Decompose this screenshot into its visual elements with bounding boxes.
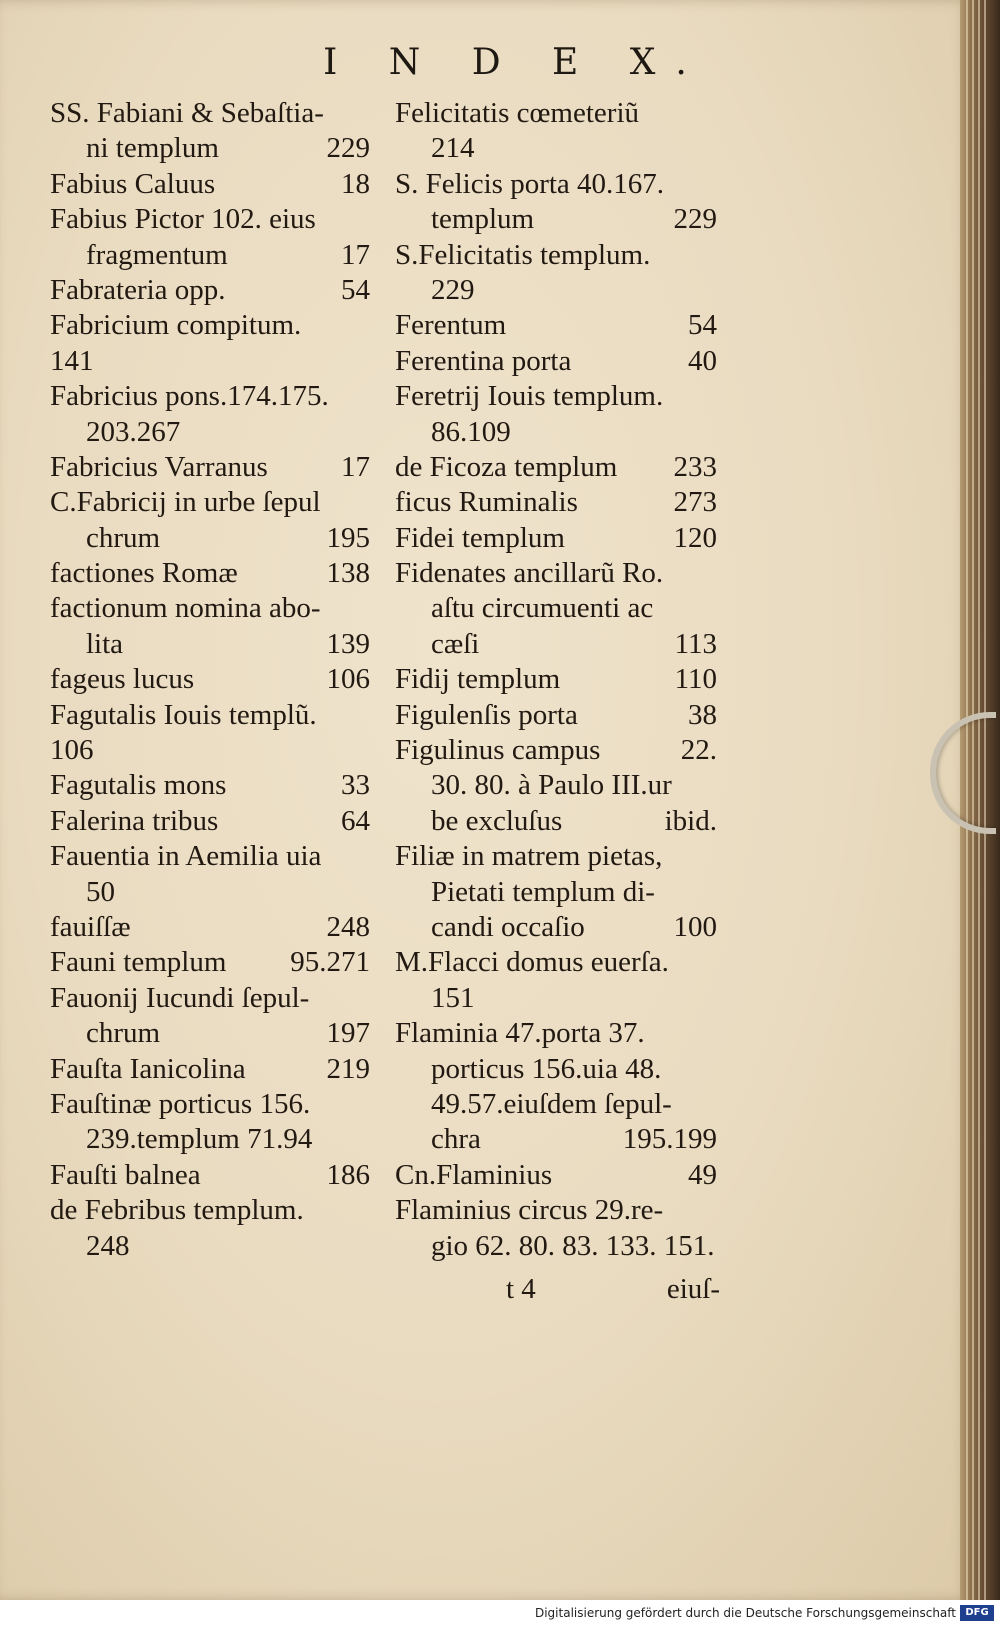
index-entry: [50, 627, 370, 662]
entry-text: Fauonij Iucundi ſepul-: [50, 981, 310, 1014]
index-entry: [395, 485, 717, 520]
entry-page: 195: [326, 521, 370, 554]
entry-text: Fabrateria opp.: [50, 273, 226, 306]
entry-text: Figulenſis porta: [395, 698, 578, 731]
entry-text: Fabricius pons.174.175.: [50, 380, 329, 413]
index-entry: [395, 1229, 717, 1264]
index-column-left: [50, 96, 370, 1264]
index-entry: [50, 556, 370, 591]
entry-page: ibid.: [664, 804, 717, 837]
entry-text: templum: [431, 203, 535, 236]
entry-text: Filiæ in matrem pietas,: [395, 840, 663, 873]
index-entry: [50, 1158, 370, 1193]
entry-text: S. Felicis porta 40.167.: [395, 167, 665, 200]
entry-text: candi occaſio: [431, 910, 585, 943]
entry-page: 22.: [680, 734, 717, 767]
index-entry: [50, 344, 370, 379]
entry-text: Figulinus campus: [395, 734, 601, 767]
entry-page: 197: [326, 1017, 370, 1050]
entry-page: 17: [341, 238, 370, 271]
index-entry: [395, 344, 717, 379]
index-entry: [395, 96, 717, 131]
index-entry: [50, 1052, 370, 1087]
index-entry: [50, 1229, 370, 1264]
entry-page: 273: [673, 486, 717, 519]
index-entry: [395, 556, 717, 591]
index-entry: [395, 273, 717, 308]
index-entry: [395, 450, 717, 485]
entry-text: factionum nomina abo-: [50, 592, 321, 625]
entry-page: 38: [688, 698, 717, 731]
index-entry: [395, 627, 717, 662]
index-entry: [50, 1087, 370, 1122]
index-entry: [50, 591, 370, 626]
entry-text: 30. 80. à Paulo III.ur: [431, 769, 672, 802]
index-entry: [50, 202, 370, 237]
entry-text: Fauentia in Aemilia uia: [50, 840, 322, 873]
entry-page: 229: [673, 203, 717, 236]
entry-text: 141: [50, 344, 94, 377]
index-entry: [395, 662, 717, 697]
index-entry: [50, 804, 370, 839]
entry-text: Fabius Caluus: [50, 167, 216, 200]
entry-page: 64: [341, 804, 370, 837]
entry-text: fragmentum: [86, 238, 228, 271]
entry-page: 219: [326, 1052, 370, 1085]
index-entry: [50, 521, 370, 556]
index-entry: [395, 981, 717, 1016]
index-entry: [50, 238, 370, 273]
entry-text: de Febribus templum.: [50, 1194, 304, 1227]
entry-text: Feretrij Iouis templum.: [395, 380, 664, 413]
entry-page: 229: [326, 132, 370, 165]
index-entry: [50, 733, 370, 768]
entry-text: Pietati templum di-: [431, 875, 655, 908]
index-entry: [395, 945, 717, 980]
index-entry: [50, 450, 370, 485]
index-entry: [50, 1122, 370, 1157]
entry-page: 233: [673, 450, 717, 483]
entry-text: be excluſus: [431, 804, 563, 837]
entry-text: Flaminius circus 29.re-: [395, 1194, 664, 1227]
entry-text: Felicitatis cœmeteriũ: [395, 97, 640, 129]
entry-text: Fidij templum: [395, 663, 561, 696]
index-entry: [50, 485, 370, 520]
entry-text: 151: [431, 981, 475, 1014]
entry-page: 100: [673, 910, 717, 943]
entry-text: chrum: [86, 521, 161, 554]
entry-text: Fagutalis Iouis templũ.: [50, 698, 317, 731]
index-entry: [395, 698, 717, 733]
index-entry: [395, 839, 717, 874]
index-entry: [50, 415, 370, 450]
entry-page: 17: [341, 450, 370, 483]
entry-text: M.Flacci domus euerſa.: [395, 946, 669, 979]
entry-text: Fagutalis mons: [50, 769, 227, 802]
index-entry: [395, 521, 717, 556]
index-entry: [50, 167, 370, 202]
index-entry: [395, 910, 717, 945]
entry-text: Fabricius Varranus: [50, 450, 268, 483]
index-column-right: [395, 96, 717, 1264]
entry-text: fageus lucus: [50, 663, 195, 696]
digitization-credit: [0, 1600, 1000, 1626]
page-header: I N D E X.: [323, 42, 707, 83]
index-entry: [50, 273, 370, 308]
entry-text: Fauni templum: [50, 946, 227, 979]
index-entry: [50, 945, 370, 980]
entry-text: S.Felicitatis templum.: [395, 238, 651, 271]
entry-page: 95.271: [290, 946, 370, 979]
entry-page: 139: [326, 627, 370, 660]
entry-page: 248: [326, 910, 370, 943]
index-entry: [395, 591, 717, 626]
index-entry: [395, 1052, 717, 1087]
entry-text: de Ficoza templum: [395, 450, 618, 483]
entry-text: 229: [431, 273, 475, 306]
index-entry: [395, 1122, 717, 1157]
index-entry: [395, 1016, 717, 1051]
entry-text: ficus Ruminalis: [395, 486, 578, 519]
entry-page: 106: [326, 663, 370, 696]
entry-text: ni templum: [86, 132, 219, 165]
entry-text: Ferentum: [395, 309, 507, 342]
entry-page: 18: [341, 167, 370, 200]
entry-text: chrum: [86, 1017, 161, 1050]
entry-text: Fauſti balnea: [50, 1158, 201, 1191]
entry-text: 203.267: [86, 415, 181, 448]
entry-page: 186: [326, 1158, 370, 1191]
entry-text: Falerina tribus: [50, 804, 219, 837]
entry-text: Fabricium compitum.: [50, 309, 302, 342]
index-entry: [395, 1158, 717, 1193]
entry-text: Flaminia 47.porta 37.: [395, 1017, 645, 1050]
entry-page: 54: [341, 273, 370, 306]
index-entry: [50, 1016, 370, 1051]
entry-page: 120: [673, 521, 717, 554]
entry-text: fauiſſæ: [50, 910, 131, 943]
index-entry: [50, 662, 370, 697]
index-entry: [50, 1193, 370, 1228]
index-entry: [395, 308, 717, 343]
entry-text: aſtu circumuenti ac: [431, 592, 654, 625]
entry-page: 40: [688, 344, 717, 377]
entry-page: 138: [326, 557, 370, 590]
entry-text: chra: [431, 1123, 481, 1156]
index-entry: [395, 733, 717, 768]
entry-text: 49.57.eiuſdem ſepul-: [431, 1087, 672, 1120]
index-entry: [395, 202, 717, 237]
index-entry: [50, 875, 370, 910]
index-entry: [50, 910, 370, 945]
entry-text: factiones Romæ: [50, 557, 238, 590]
index-entry: [50, 839, 370, 874]
index-entry: [50, 768, 370, 803]
entry-text: Fidenates ancillarũ Ro.: [395, 557, 664, 590]
entry-text: 106: [50, 734, 94, 767]
entry-text: SS. Fabiani & Sebaſtia-: [50, 97, 324, 129]
entry-text: cæſi: [431, 627, 480, 660]
entry-text: 86.109: [431, 415, 511, 448]
entry-text: lita: [86, 627, 124, 660]
entry-text: Fidei templum: [395, 521, 565, 554]
index-entry: [50, 96, 370, 131]
index-entry: [50, 379, 370, 414]
entry-text: 50: [86, 875, 115, 908]
index-entry: [50, 698, 370, 733]
entry-text: Fabius Pictor 102. eius: [50, 203, 316, 236]
signature-mark: t 4: [506, 1273, 536, 1305]
index-entry: [395, 131, 717, 166]
entry-text: Cn.Flaminius: [395, 1158, 553, 1191]
entry-text: 239.templum 71.94: [86, 1123, 313, 1156]
credit-text: Digitalisierung gefördert durch die Deutsche Forschungsgemeinschaft: [534, 1606, 956, 1620]
index-entry: [395, 768, 717, 803]
entry-page: 49: [688, 1158, 717, 1191]
index-entry: [395, 238, 717, 273]
index-entry: [50, 981, 370, 1016]
index-entry: [395, 804, 717, 839]
entry-page: 54: [688, 309, 717, 342]
entry-page: 113: [674, 627, 717, 660]
entry-page: 33: [341, 769, 370, 802]
entry-text: 248: [86, 1229, 130, 1262]
entry-text: porticus 156.uia 48.: [431, 1052, 662, 1085]
dfg-logo: DFG: [960, 1605, 994, 1621]
index-entry: [395, 415, 717, 450]
catchword: eiuſ-: [666, 1273, 720, 1305]
entry-page: 195.199: [622, 1123, 717, 1156]
entry-text: Fauſtinæ porticus 156.: [50, 1087, 311, 1120]
index-entry: [395, 875, 717, 910]
index-entry: [395, 1087, 717, 1122]
entry-page: 110: [674, 663, 717, 696]
entry-text: gio 62. 80. 83. 133. 151.: [431, 1229, 715, 1262]
entry-text: C.Fabricij in urbe ſepul: [50, 486, 321, 519]
index-entry: [395, 379, 717, 414]
index-entry: [50, 308, 370, 343]
entry-text: Fauſta Ianicolina: [50, 1052, 246, 1085]
index-entry: [395, 167, 717, 202]
entry-text: Ferentina porta: [395, 344, 572, 377]
index-entry: [395, 1193, 717, 1228]
index-entry: [50, 131, 370, 166]
entry-text: 214: [431, 132, 475, 165]
